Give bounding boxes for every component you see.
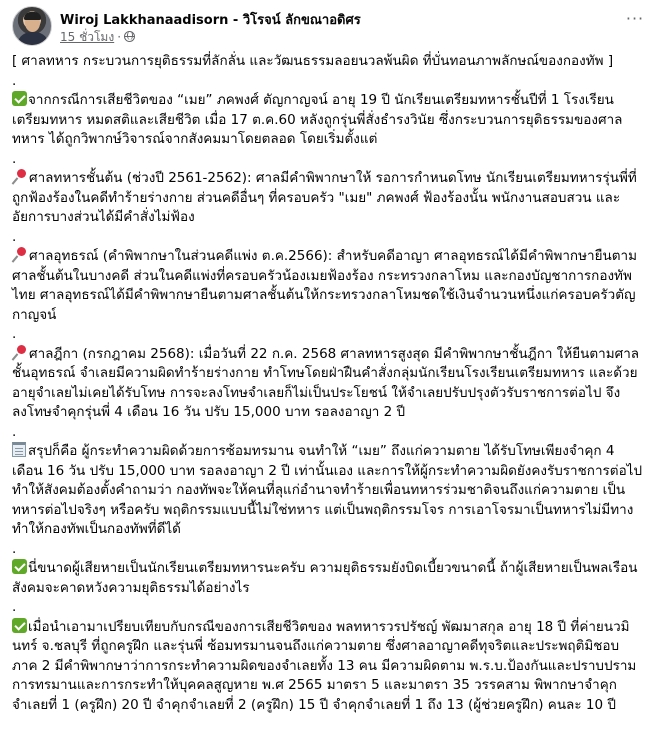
paragraph-line: นทร์ จ.ชลบุรี ที่ถูกครูฝึก และรุ่นพี่ ซ้อมทรมานจนถึงแก่ความตาย ซึ่งศาลอาญาคดีทุจริตและประพฤติมิชอบ xyxy=(12,638,620,654)
paragraph-line xyxy=(12,442,652,462)
avatar-hair xyxy=(24,12,41,20)
paragraph-text: ศาลอุทธรณ์ (คำพิพากษาในส่วนคดีแพ่ง ต.ค.2566): สำหรับคดีอาญา ศาลอุทธรณ์ได้มีคำพิพากษายืนตาม xyxy=(29,248,637,264)
paragraph-1 xyxy=(12,91,652,150)
dot-separator: . xyxy=(12,423,17,440)
paragraph-text: ศาลทหารชั้นต้น (ช่วงปี 2561-2562): ศาลมีคำพิพากษาให้ รอการกำหนดโทษ นักเรียนเตรียมทหารรุ่นพี่ที่ xyxy=(29,170,637,186)
paragraph-text: ศาลฎีกา (กรกฎาคม 2568): เมื่อวันที่ 22 ก.ค. 2568 ศาลทหารสูงสุด มีคำพิพากษาชั้นฎีกา ให้ยืนตามศาล xyxy=(29,345,640,362)
more-options-button[interactable]: ··· xyxy=(625,9,645,28)
post-timestamp[interactable]: 15 ชั่วโมง xyxy=(60,30,115,44)
post-meta xyxy=(60,28,135,47)
dot-separator: . xyxy=(12,228,17,245)
check-mark-icon xyxy=(12,559,27,574)
paragraph-text: เมื่อนำเอามาเปรียบเทียบกับกรณีของการเสียชีวิตของ พลทหารวรปรัชญ์ พัฒมาสกุล อายุ 18 ปี ที่ค่ายนวมิ xyxy=(28,618,630,635)
post-body xyxy=(12,52,652,715)
post-header xyxy=(12,6,652,46)
dot-separator: . xyxy=(12,540,17,557)
paragraph-line xyxy=(12,559,652,579)
pushpin-icon xyxy=(12,169,28,184)
paragraph-line xyxy=(12,169,652,189)
paragraph-line: อัยการบางส่วนได้มีคำสั่งไม่ฟ้อง xyxy=(12,209,195,225)
paragraph-line: เดือน 16 วัน ปรับ 15,000 บาท รอลงอาญา 2 ปี เท่านั้นเอง และการให้ผู้กระทำความผิดยังคงรับราชการต่อไป xyxy=(12,462,643,479)
check-mark-icon xyxy=(12,618,27,633)
paragraph-line: ไทย ศาลอุทธรณ์ได้มีคำพิพากษายืนตามศาลชั้นต้นให้กระทรวงกลาโหมชดใช้เงินจำนวนหนึ่งแก่ครอบครัวตัญ xyxy=(12,287,636,303)
paragraph-line xyxy=(12,345,652,365)
notepad-icon xyxy=(12,442,26,457)
meta-separator: · xyxy=(117,30,122,44)
paragraph-line: กาญจน์ xyxy=(12,306,57,323)
paragraph-4 xyxy=(12,345,652,423)
paragraph-text: นี่ขนาดผู้เสียหายเป็นนักเรียนเตรียมทหารนะครับ ความยุติธรรมยังบิดเบี้ยวขนาดนี้ ถ้าผู้เสียหายเป็นพลเรือน xyxy=(28,560,638,576)
globe-icon[interactable] xyxy=(124,31,135,42)
dot-separator: . xyxy=(12,599,17,615)
paragraph-5 xyxy=(12,442,652,540)
paragraph-3 xyxy=(12,247,652,325)
pushpin-icon xyxy=(12,345,28,360)
paragraph-line: ลงโทษจำคุกรุ่นพี่ 4 เดือน 16 วัน ปรับ 15,000 บาท รอลงอาญา 2 ปี xyxy=(12,404,406,420)
pushpin-icon xyxy=(12,247,28,262)
paragraph-line: ทำให้กองทัพเป็นกองทัพที่ดีได้ xyxy=(12,521,181,537)
paragraph-line: เตรียมทหาร หมดสติและเสียชีวิต เมื่อ 17 ต.ค.60 หลังถูกรุ่นพี่สั่งธำรงวินัย ซึ่งกระบวนการยุติธรรมของศาล xyxy=(12,111,623,128)
dot-separator: . xyxy=(12,150,17,167)
paragraph-text: สรุปก็คือ ผู้กระทำความผิดด้วยการซ้อมทรมาน จนทำให้ “เมย” ถึงแก่ความตาย ได้รับโทษเพียงจำคุก 4 xyxy=(28,443,615,459)
dot-separator: . xyxy=(12,72,17,89)
paragraph-line: ทำให้สังคมต้องตั้งคำถามว่า กองทัพจะให้คนที่ลุแก่อำนาจทำร้ายเพื่อนทหารร่วมชาติจนถึงแก่ความตาย เป็น xyxy=(12,482,626,498)
paragraph-line: ทหารต่อไปจริงๆ หรือครับ พฤติกรรมแบบนี้ไม่ใช่ทหาร แต่เป็นพฤติกรรมโจร การเอาโจรมาเป็นทหารไม่มีทาง xyxy=(12,501,634,518)
check-mark-icon xyxy=(12,91,27,106)
paragraph-line xyxy=(12,247,652,267)
paragraph-line: ศาลชั้นต้นในบางคดี ส่วนในคดีแพ่งที่ครอบครัวน้องเมยฟ้องร้อง กระทรวงกลาโหม และกองบัญชาการกองทัพ xyxy=(12,267,632,284)
paragraph-2 xyxy=(12,169,652,228)
paragraph-line: ถูกฟ้องร้องในคดีทำร้ายร่างกาย ส่วนคดีอื่นๆ ที่ครอบครัว "เมย" ภคพงศ์ ฟ้องร้องนั้น พนักงานสอบสวน และ xyxy=(12,189,621,206)
paragraph-line xyxy=(12,618,652,638)
paragraph-line: จำเลยที่ 1 (ครูฝึก) 20 ปี จำคุกจำเลยที่ 2 (ครูฝึก) 15 ปี จำคุกจำเลยที่ 1 ถึง 13 (ผู้ช่วยครูฝึก) คนละ 10 ปี xyxy=(12,696,616,713)
paragraph-line: ทหาร ได้ถูกวิพากษ์วิจารณ์จากสังคมมาโดยตลอด โดยเริ่มตั้งแต่ xyxy=(12,131,378,147)
paragraph-6 xyxy=(12,559,652,598)
paragraph-text: จากกรณีการเสียชีวิตของ “เมย” ภคพงศ์ ตัญกาญจน์ อายุ 19 ปี นักเรียนเตรียมทหารชั้นปีที่ 1 โรงเรียน xyxy=(28,92,614,108)
author-avatar[interactable] xyxy=(12,6,52,46)
dot-separator: . xyxy=(12,326,17,342)
paragraph-7 xyxy=(12,618,652,716)
paragraph-line: ภาค 2 มีคำพิพากษาว่าการกระทำความผิดของจำเลยทั้ง 13 คน มีความผิดตาม พ.ร.บ.ป้องกันและปราบปราม xyxy=(12,657,637,674)
post-headline: [ ศาลทหาร กระบวนการยุติธรรมที่ลักลั่น และวัฒนธรรมลอยนวลพ้นผิด ที่บั่นทอนภาพลักษณ์ของกองทัพ ] xyxy=(12,53,614,69)
author-name[interactable]: Wiroj Lakkhanaadisorn - วิโรจน์ ลักขณาอดิศร xyxy=(60,13,361,28)
paragraph-line xyxy=(12,91,652,111)
paragraph-line: ชั้นอุทธรณ์ จำเลยมีความผิดทำร้ายร่างกาย ทำโทษโดยฝ่าฝืนคำสั่งกลุ่มนักเรียนโรงเรียนเตรียมทหาร และด้วย xyxy=(12,365,638,381)
paragraph-line: อายุจำเลยไม่เคยได้รับโทษ การจะลงโทษจำเลยก็ไม่เป็นประโยชน์ ให้จำเลยปรับปรุงตัวรับราชการต่อไป จึง xyxy=(12,384,621,401)
paragraph-line: การทรมานและการกระทำให้บุคคลสูญหาย พ.ศ 2565 มาตรา 5 และมาตรา 35 วรรคสาม พิพากษาจำคุก xyxy=(12,677,617,693)
paragraph-line: สังคมจะคาดหวังความยุติธรรมได้อย่างไร xyxy=(12,579,250,596)
avatar-suit xyxy=(17,32,49,46)
